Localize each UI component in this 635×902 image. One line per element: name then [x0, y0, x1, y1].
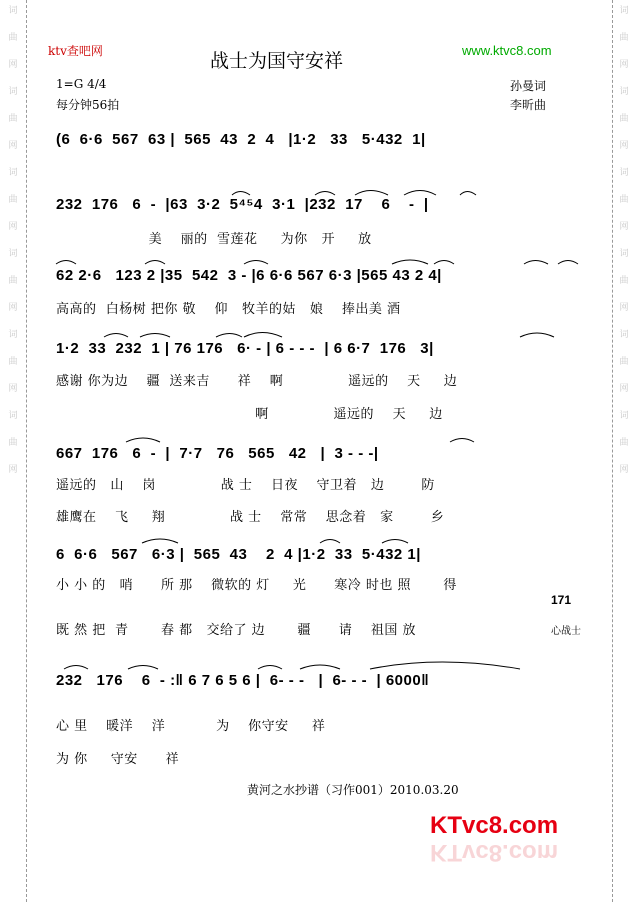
watermark-char: 曲	[619, 276, 629, 286]
watermark-char: 词	[8, 411, 18, 421]
watermark-char: 网	[619, 465, 629, 475]
slur	[244, 261, 268, 265]
right-watermark-column	[614, 4, 634, 490]
slur	[450, 439, 474, 443]
score-row-4-lyric: 感谢 你为边 疆 送来吉 祥 啊 遥远的 天 边	[56, 374, 458, 389]
slur	[370, 662, 520, 669]
slur	[258, 666, 282, 670]
slur	[64, 666, 88, 670]
watermark-char: 曲	[619, 195, 629, 205]
song-title: 战士为国守安祥	[210, 50, 344, 72]
score-row-6-lyric: 遥远的 山 岗 战 士 日夜 守卫着 边 防	[56, 478, 435, 493]
aside-notes: 171	[551, 593, 572, 607]
watermark-char: 词	[8, 6, 18, 16]
watermark-char: 网	[619, 60, 629, 70]
lyricist-credit: 孙曼词	[510, 79, 547, 93]
watermark-char: 词	[8, 249, 18, 259]
slur	[434, 261, 454, 265]
watermark-char: 曲	[619, 33, 629, 43]
score-row-10-lyric: 心 里 暖洋 洋 为 你守安 祥	[56, 719, 326, 734]
slur	[355, 191, 388, 196]
left-dashed-border	[26, 0, 27, 902]
watermark-char: 网	[8, 141, 18, 151]
slur	[404, 191, 436, 196]
slur	[524, 261, 548, 265]
slur	[320, 540, 340, 544]
slur	[56, 261, 76, 265]
slur	[315, 192, 335, 196]
watermark-char: 网	[8, 384, 18, 394]
transcriber-credit: 黄河之水抄谱（习作001）2010.03.20	[247, 783, 459, 797]
watermark-char: 网	[619, 141, 629, 151]
watermark-char: 网	[8, 303, 18, 313]
slur	[140, 334, 170, 338]
tempo-marking: 每分钟56拍	[56, 98, 120, 112]
site-name-left: ktv查吧网	[48, 44, 103, 58]
aside-lyric: 心战士	[551, 626, 581, 637]
score-row-7-lyric: 雄鹰在 飞 翔 战 士 常常 思念着 家 乡	[56, 510, 445, 525]
ktvc8-logo-reflection: KTvc8.com	[430, 839, 559, 866]
watermark-char: 网	[619, 303, 629, 313]
watermark-char: 曲	[8, 276, 18, 286]
watermark-char: 词	[619, 87, 629, 97]
watermark-char: 网	[619, 222, 629, 232]
composer-credit: 李昕曲	[510, 98, 547, 112]
left-watermark-column	[3, 4, 23, 490]
score-row-8-lyric: 小 小 的 哨 所 那 微软的 灯 光 寒冷 时也 照 得	[56, 578, 457, 593]
score-row-9-lyric: 既 然 把 青 春 都 交给了 边 疆 请 祖国 放	[56, 623, 416, 638]
slur	[126, 438, 160, 442]
score-row-2-notes: 232 176 6 - |63 3·2 5⁴⁵4 3·1 |232 17 6 - |	[56, 196, 429, 213]
watermark-char: 曲	[8, 33, 18, 43]
watermark-char: 网	[8, 465, 18, 475]
watermark-char: 曲	[619, 357, 629, 367]
slur	[392, 260, 428, 264]
ktvc8-logo: KTvc8.com	[430, 812, 559, 839]
watermark-char: 网	[619, 384, 629, 394]
score-row-2-lyric: 美 丽的 雪莲花 为你 开 放	[56, 232, 372, 247]
slur	[232, 192, 250, 196]
key-signature: 1=G 4/4	[56, 77, 107, 91]
score-row-5-lyric: 啊 遥远的 天 边	[56, 407, 443, 422]
watermark-char: 词	[619, 330, 629, 340]
slur	[104, 334, 128, 338]
slur	[460, 192, 476, 196]
site-url-right: www.ktvc8.com	[462, 43, 552, 58]
slur	[216, 334, 242, 338]
watermark-char: 词	[619, 6, 629, 16]
slur	[300, 665, 340, 669]
score-row-4-notes: 1·2 33 232 1 | 76 176 6· - | 6 - - - | 6 6·7 176 3|	[56, 340, 434, 357]
slur	[142, 539, 178, 543]
watermark-char: 词	[619, 249, 629, 259]
score-row-8-notes: 6 6·6 567 6·3 | 565 43 2 4 |1·2 33 5·432 1|	[56, 546, 421, 563]
watermark-char: 曲	[8, 357, 18, 367]
slur	[382, 540, 408, 544]
watermark-char: 词	[619, 411, 629, 421]
watermark-char: 曲	[8, 195, 18, 205]
watermark-char: 网	[8, 60, 18, 70]
score-row-6-notes: 667 176 6 - | 7·7 76 565 42 | 3 - - -|	[56, 445, 379, 462]
score-row-3-notes: 62 2·6 123 2 |35 542 3 - |6 6·6 567 6·3 |565 43 2 4|	[56, 267, 442, 284]
watermark-char: 词	[8, 168, 18, 178]
watermark-char: 词	[8, 87, 18, 97]
watermark-char: 曲	[619, 114, 629, 124]
watermark-char: 词	[619, 168, 629, 178]
slur	[520, 333, 554, 337]
right-dashed-border	[612, 0, 613, 902]
score-row-11-lyric: 为 你 守安 祥	[56, 752, 180, 767]
watermark-char: 曲	[619, 438, 629, 448]
watermark-char: 词	[8, 330, 18, 340]
slur	[558, 261, 578, 265]
score-row-1-notes: (6 6·6 567 63 | 565 43 2 4 |1·2 33 5·432 1|	[56, 131, 426, 148]
score-row-10-notes: 232 176 6 - :‖ 6 7 6 5 6 | 6- - - | 6- - - | 6000‖	[56, 672, 430, 689]
slur	[244, 333, 282, 338]
slur	[128, 666, 158, 670]
watermark-char: 网	[8, 222, 18, 232]
watermark-char: 曲	[8, 114, 18, 124]
score-row-3-lyric: 高高的 白杨树 把你 敬 仰 牧羊的姑 娘 捧出美 酒	[56, 302, 401, 317]
watermark-char: 曲	[8, 438, 18, 448]
slur	[145, 261, 165, 265]
